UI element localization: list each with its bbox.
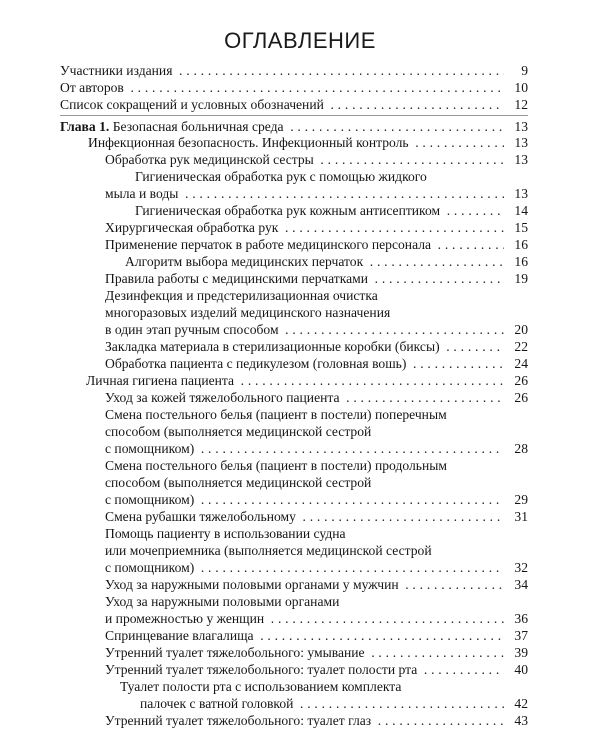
page-number: 15: [506, 219, 528, 236]
entry-title: с помощником): [105, 441, 197, 456]
toc-entry[interactable]: [0, 118, 528, 135]
entry-title: Участники издания: [60, 63, 175, 78]
page-number: 29: [506, 491, 528, 508]
entry-title-line: [105, 457, 447, 474]
toc-entry[interactable]: [0, 253, 528, 270]
page-number: 13: [506, 151, 528, 168]
entry-title: Хирургическая обработка рук: [105, 220, 281, 235]
toc-entry[interactable]: [0, 202, 528, 219]
entry-title: Безопасная больничная среда: [113, 119, 287, 134]
page-number: 24: [506, 355, 528, 372]
entry-text: Уход за наружными половыми органами: [105, 594, 340, 609]
page-number: 16: [506, 253, 528, 270]
entry-title: и промежностью у женщин: [105, 611, 267, 626]
toc-entry[interactable]: [0, 355, 528, 372]
page-number: 13: [506, 118, 528, 135]
toc-entry[interactable]: [0, 576, 528, 593]
page-number: 9: [506, 62, 528, 79]
entry-title: Инфекционная безопасность. Инфекционный контроль: [88, 135, 412, 150]
toc-entry[interactable]: [0, 627, 528, 644]
page-number: 16: [506, 236, 528, 253]
entry-title-line: [105, 287, 378, 304]
section-divider: [60, 115, 528, 116]
chapter-label: Глава 1.: [60, 119, 110, 134]
toc-entry[interactable]: [0, 287, 528, 338]
toc-entry[interactable]: [0, 134, 528, 151]
toc-entry[interactable]: [0, 270, 528, 287]
entry-title-line: [105, 525, 346, 542]
entry-title: Утренний туалет тяжелобольного: туалет полости рта: [105, 662, 420, 677]
toc-entry[interactable]: [0, 168, 528, 202]
toc-entry[interactable]: [0, 79, 528, 96]
entry-title: От авторов: [60, 80, 127, 95]
entry-text: или мочеприемника (выполняется медицинской сестрой: [105, 543, 432, 558]
entry-text: Гигиеническая обработка рук с помощью жидкого: [135, 169, 427, 184]
entry-title: Список сокращений и условных обозначений: [60, 97, 327, 112]
toc-entry[interactable]: [0, 151, 528, 168]
entry-title: Личная гигиена пациента: [86, 373, 237, 388]
entry-text: Дезинфекция и предстерилизационная очистка: [105, 288, 378, 303]
entry-text: способом (выполняется медицинской сестрой: [105, 475, 372, 490]
entry-title-line: [135, 168, 427, 185]
entry-title: Уход за наружными половыми органами у мужчин: [105, 577, 402, 592]
page-number: 42: [506, 695, 528, 712]
entry-text: Смена постельного белья (пациент в постели) поперечным: [105, 407, 447, 422]
entry-title: Смена рубашки тяжелобольному: [105, 509, 299, 524]
entry-title: Закладка материала в стерилизационные коробки (биксы): [105, 339, 443, 354]
page-number: 20: [506, 321, 528, 338]
entry-title: Обработка пациента с педикулезом (головная вошь): [105, 356, 409, 371]
page-number: 13: [506, 134, 528, 151]
page-number: 31: [506, 508, 528, 525]
page-number: 14: [506, 202, 528, 219]
page-number: 26: [506, 389, 528, 406]
page-number: 36: [506, 610, 528, 627]
entry-text: многоразовых изделий медицинского назначения: [105, 305, 391, 320]
entry-title: Обработка рук медицинской сестры: [105, 152, 317, 167]
entry-title: Применение перчаток в работе медицинского персонала: [105, 237, 434, 252]
toc-entry[interactable]: [0, 406, 528, 457]
entry-title: с помощником): [105, 492, 197, 507]
page-number: 40: [506, 661, 528, 678]
page-title: ОГЛАВЛЕНИЕ: [224, 28, 376, 53]
toc-entry[interactable]: [0, 661, 528, 678]
toc-entry[interactable]: [0, 372, 528, 389]
entry-title: Спринцевание влагалища: [105, 628, 257, 643]
entry-title-line: [105, 423, 371, 440]
entry-title: Правила работы с медицинскими перчатками: [105, 271, 371, 286]
toc-entry[interactable]: [0, 525, 528, 576]
entry-title: Уход за кожей тяжелобольного пациента: [105, 390, 343, 405]
entry-title-line: [105, 304, 390, 321]
entry-title: палочек с ватной головкой: [140, 696, 296, 711]
entry-title: Алгоритм выбора медицинских перчаток: [125, 254, 366, 269]
page-number: 13: [506, 185, 528, 202]
entry-title-line: [105, 406, 447, 423]
toc-entry[interactable]: [0, 508, 528, 525]
page-number: 43: [506, 712, 528, 729]
toc-entry[interactable]: [0, 678, 528, 712]
toc-entry[interactable]: [0, 593, 528, 627]
page-number: 28: [506, 440, 528, 457]
page-number: 34: [506, 576, 528, 593]
toc-entry[interactable]: [0, 219, 528, 236]
toc-entry[interactable]: [0, 644, 528, 661]
entry-title: в один этап ручным способом: [105, 322, 282, 337]
entry-text: Туалет полости рта с использованием комплекта: [120, 679, 402, 694]
page-number: 12: [506, 96, 528, 113]
entry-text: Смена постельного белья (пациент в постели) продольным: [105, 458, 447, 473]
page-number: 22: [506, 338, 528, 355]
entry-title: Гигиеническая обработка рук кожным антисептиком: [135, 203, 443, 218]
entry-title-line: [105, 474, 371, 491]
toc-entry[interactable]: [0, 457, 528, 508]
entry-title-line: [105, 542, 432, 559]
toc-entry[interactable]: [0, 712, 528, 729]
page-number: 26: [506, 372, 528, 389]
entry-title: мыла и воды: [105, 186, 181, 201]
entry-title: Утренний туалет тяжелобольного: туалет глаз: [105, 713, 374, 728]
entry-text: Помощь пациенту в использовании судна: [105, 526, 346, 541]
entry-text: способом (выполняется медицинской сестрой: [105, 424, 372, 439]
page-number: 19: [506, 270, 528, 287]
entry-title: с помощником): [105, 560, 197, 575]
toc-entry[interactable]: [0, 338, 528, 355]
page-number: 32: [506, 559, 528, 576]
page-number: 39: [506, 644, 528, 661]
toc-entry[interactable]: [0, 96, 528, 113]
page-number: 10: [506, 79, 528, 96]
toc-entry[interactable]: [0, 236, 528, 253]
toc-entry[interactable]: [0, 389, 528, 406]
entry-title-line: [120, 678, 401, 695]
page-number: 37: [506, 627, 528, 644]
toc-entry[interactable]: [0, 62, 528, 79]
entry-title-line: [105, 593, 339, 610]
entry-title: Утренний туалет тяжелобольного: умывание: [105, 645, 368, 660]
